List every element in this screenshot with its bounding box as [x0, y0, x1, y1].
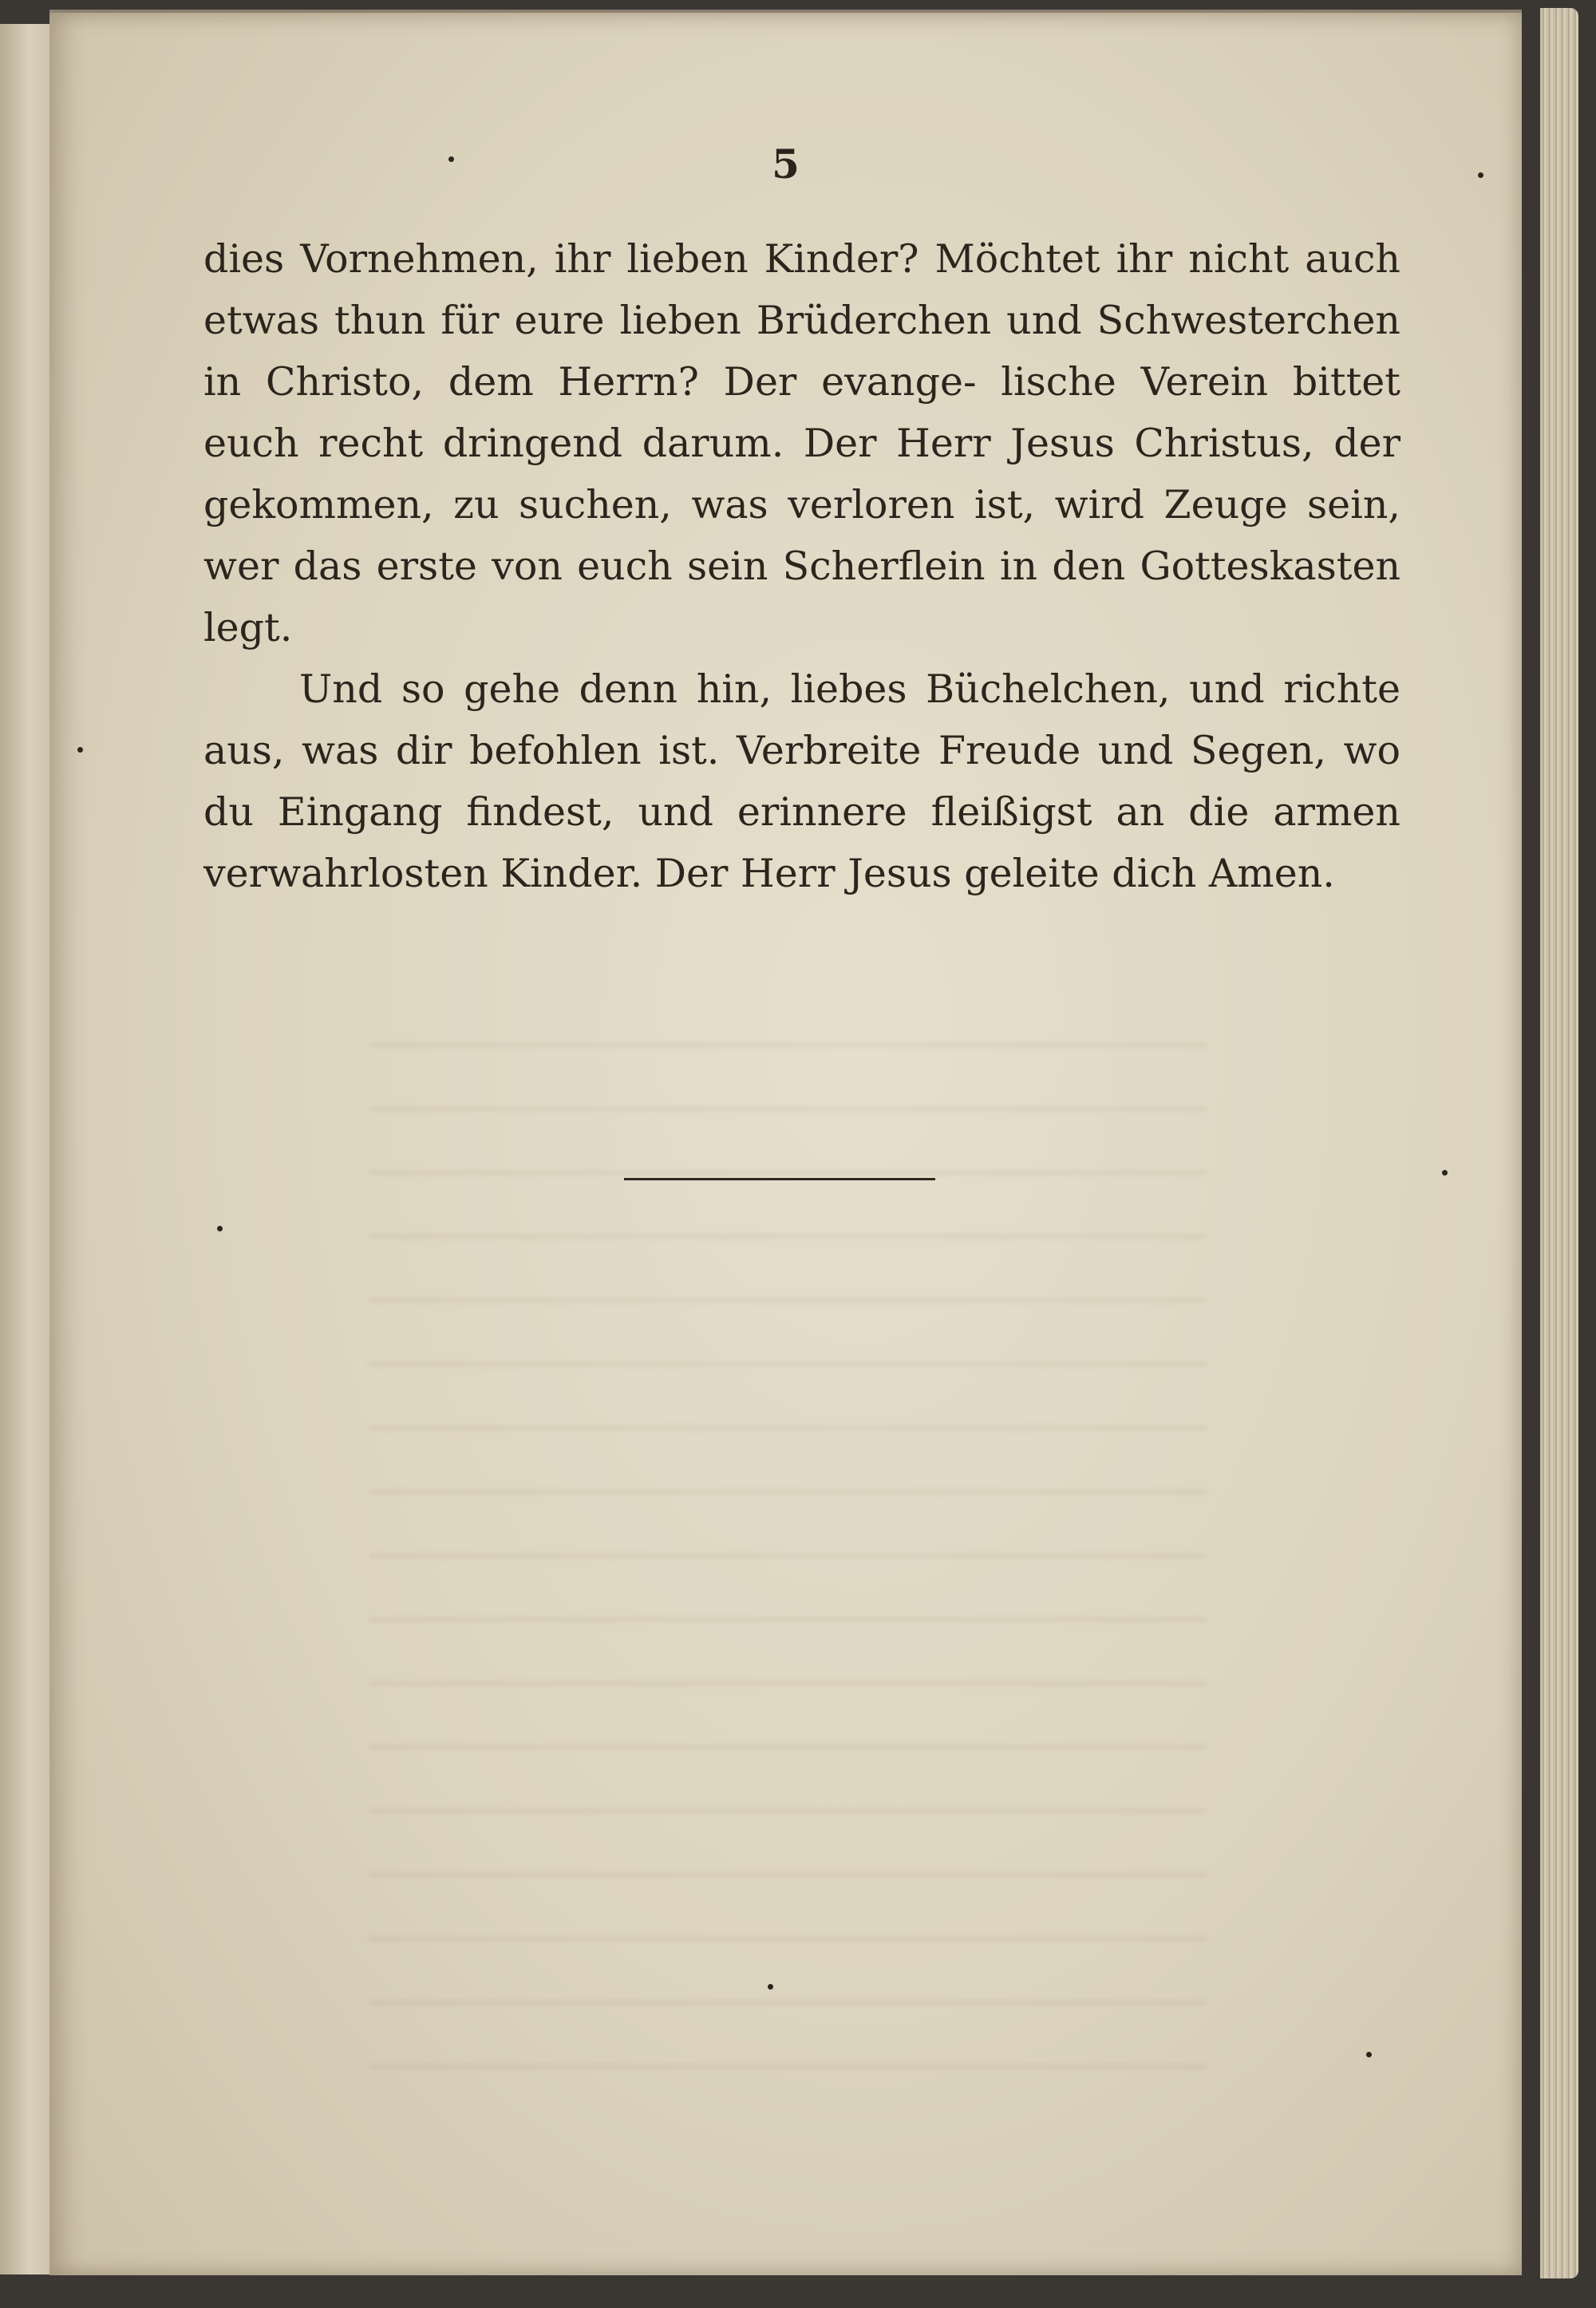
- previous-page-edge: [0, 24, 52, 2274]
- paper-speck: [217, 1226, 223, 1231]
- paper-speck: [1442, 1170, 1448, 1176]
- page-number: 5: [772, 140, 800, 188]
- paper-speck: [448, 156, 454, 162]
- paper-speck: [77, 747, 83, 753]
- paper-speck: [768, 1984, 773, 1990]
- paragraph-2: Und so gehe denn hin, liebes Büchelchen, und richte aus, was dir befohlen ist. Verbreite Freude und Segen, wo du Eingang findest, und erinnere fleißigst an die armen verwahrlosten Kinder. Der Herr Jesus geleite dich Amen.: [203, 666, 1400, 896]
- page-stack-edge: [1540, 8, 1578, 2278]
- show-through-verso: [369, 994, 1207, 2112]
- body-text: [203, 228, 1400, 904]
- paragraph-1: dies Vornehmen, ihr lieben Kinder? Möchtet ihr nicht auch etwas thun für eure lieben Brüderchen und Schwesterchen in Christo, dem Herrn? Der evange- lische Verein bittet euch recht dringend darum. Der Herr Jesus Christus, der gekommen, zu suchen, was verloren ist, wird Zeuge sein, wer das erste von euch sein Scherflein in den Gotteskasten legt.: [203, 236, 1400, 650]
- book-page: [49, 10, 1522, 2275]
- paper-speck: [1366, 2052, 1372, 2057]
- paper-speck: [1478, 172, 1483, 178]
